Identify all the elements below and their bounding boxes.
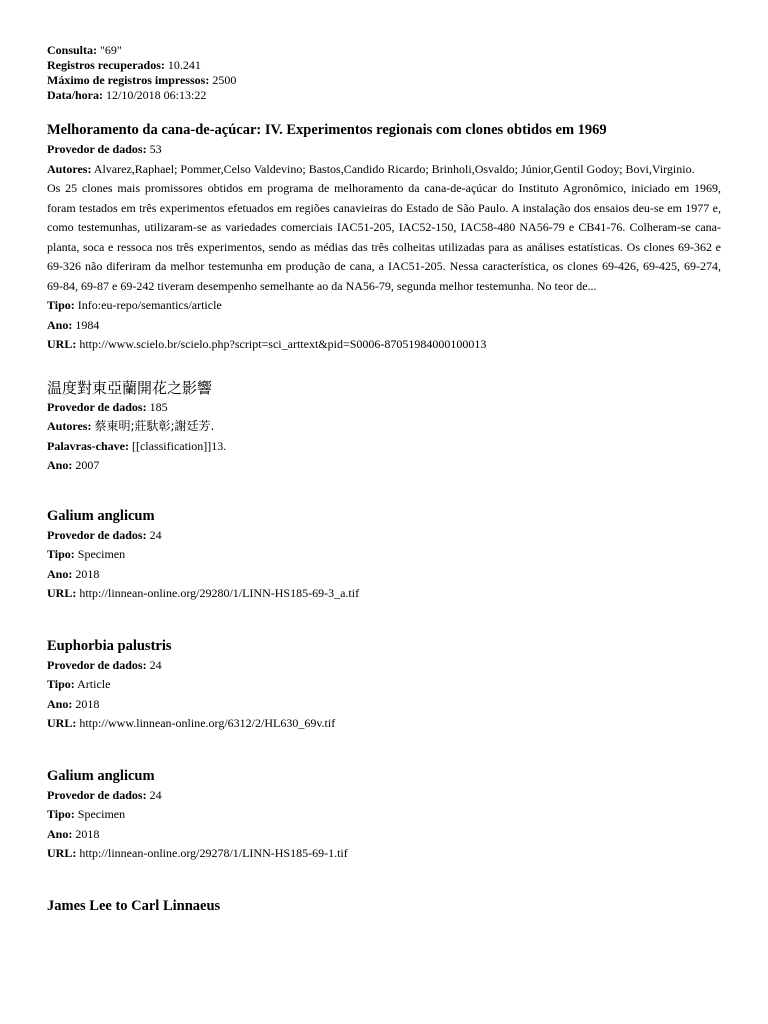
abstract-text: Os 25 clones mais promissores obtidos em programa de melhoramento da cana-de-açúcar do Instituto Agronômico, iniciado em 1969, foram testados em três experimentos efetuados em regiões canavieiras do Estado de São Paulo. A instalação dos ensaios deu-se em 1977 e, como testemunhas, utilizaram-se as variedades comerciais IAC51-205, IAC52-150, IAC58-480 NA56-79 e CB41-76. Colheram-se cana-planta, soca e ressoca nos três experimentos, sendo as médias das três colheitas utilizadas para as análises estatísticas. Os clones 69-362 e 69-326 não diferiram da melhor testemunha em produção de cana, a IAC51-205. Nessa característica, os clones 69-426, 69-425, 69-274, 69-84, 69-87 e 69-242 tiveram desempenho semelhante ao da NA56-79, segunda melhor testemunha. No teor de... <box>47 181 721 293</box>
authors-label: Autores: <box>47 161 92 176</box>
record-title: 温度對東亞蘭開花之影響 <box>47 378 213 397</box>
retrieved-line <box>47 58 721 73</box>
query-line <box>47 43 721 58</box>
record-title: James Lee to Carl Linnaeus <box>47 897 221 914</box>
year-value: 2007 <box>75 458 100 472</box>
year-label: Ano: <box>47 826 73 841</box>
year-value: 1984 <box>75 317 100 332</box>
authors-field <box>47 160 721 180</box>
provider-value: 24 <box>149 787 162 802</box>
type-field <box>47 805 721 825</box>
url-link[interactable]: http://linnean-online.org/29280/1/LINN-HS185-69-3_a.tif <box>79 586 360 600</box>
url-label: URL: <box>47 846 77 860</box>
record <box>47 896 721 916</box>
url-link[interactable]: http://www.scielo.br/scielo.php?script=sci_arttext&pid=S0006-87051984000100013 <box>79 337 487 351</box>
year-value: 2018 <box>75 826 100 841</box>
url-label: URL: <box>47 716 77 730</box>
url-field <box>47 714 721 734</box>
document-page <box>47 43 721 916</box>
type-value: Specimen <box>77 807 126 821</box>
keywords-value: [[classification]]13. <box>131 438 227 453</box>
provider-value: 24 <box>149 527 162 542</box>
provider-value: 53 <box>149 142 162 156</box>
provider-label: Provedor de dados: <box>47 399 147 414</box>
provider-label: Provedor de dados: <box>47 657 147 672</box>
year-value: 2018 <box>75 566 100 581</box>
max-records-line <box>47 73 721 88</box>
record <box>47 378 721 476</box>
url-label: URL: <box>47 586 77 600</box>
type-value: Info:eu-repo/semantics/article <box>77 298 222 312</box>
authors-label: Autores: <box>47 419 92 433</box>
url-field <box>47 335 721 355</box>
record-title: Galium anglicum <box>47 507 155 524</box>
record <box>47 636 721 734</box>
record <box>47 120 721 355</box>
year-field <box>47 695 721 715</box>
record <box>47 506 721 604</box>
search-summary <box>47 43 721 103</box>
provider-label: Provedor de dados: <box>47 142 147 156</box>
year-field <box>47 565 721 585</box>
max-records-value: 2500 <box>212 73 237 87</box>
url-link[interactable]: http://www.linnean-online.org/6312/2/HL630_69v.tif <box>79 716 336 730</box>
max-records-label: Máximo de registros impressos: <box>47 73 210 87</box>
year-field <box>47 316 721 336</box>
datetime-line <box>47 88 721 103</box>
provider-label: Provedor de dados: <box>47 787 147 802</box>
record-title: Galium anglicum <box>47 767 155 784</box>
year-label: Ano: <box>47 696 73 711</box>
provider-field <box>47 140 721 160</box>
year-label: Ano: <box>47 317 73 332</box>
provider-field <box>47 398 721 418</box>
provider-field <box>47 656 721 676</box>
year-label: Ano: <box>47 566 73 581</box>
record-title: Euphorbia palustris <box>47 637 172 654</box>
url-link[interactable]: http://linnean-online.org/29278/1/LINN-HS185-69-1.tif <box>79 846 348 860</box>
keywords-field <box>47 437 721 457</box>
type-label: Tipo: <box>47 547 75 561</box>
provider-value: 185 <box>149 399 168 414</box>
keywords-label: Palavras-chave: <box>47 438 129 453</box>
url-field <box>47 844 721 864</box>
record <box>47 766 721 864</box>
record-title: Melhoramento da cana-de-açúcar: IV. Experimentos regionais com clones obtidos em 1969 <box>47 122 607 138</box>
authors-value: Alvarez,Raphael; Pommer,Celso Valdevino; Bastos,Candido Ricardo; Brinholi,Osvaldo; Júnior,Gentil Godoy; Bovi,Virginio. <box>93 161 695 176</box>
type-value: Article <box>77 677 111 691</box>
type-label: Tipo: <box>47 298 75 312</box>
type-field <box>47 296 721 316</box>
type-label: Tipo: <box>47 677 75 691</box>
provider-label: Provedor de dados: <box>47 527 147 542</box>
datetime-value: 12/10/2018 06:13:22 <box>106 88 207 102</box>
type-value: Specimen <box>77 547 126 561</box>
provider-value: 24 <box>149 657 162 672</box>
datetime-label: Data/hora: <box>47 88 103 102</box>
type-field <box>47 675 721 695</box>
provider-field <box>47 786 721 806</box>
year-field <box>47 456 721 476</box>
provider-field <box>47 526 721 546</box>
year-value: 2018 <box>75 696 100 711</box>
url-field <box>47 584 721 604</box>
type-label: Tipo: <box>47 807 75 821</box>
url-label: URL: <box>47 337 77 351</box>
query-value: "69" <box>100 43 122 57</box>
year-label: Ano: <box>47 458 73 472</box>
retrieved-value: 10.241 <box>167 58 201 72</box>
year-field <box>47 825 721 845</box>
query-label: Consulta: <box>47 43 98 57</box>
type-field <box>47 545 721 565</box>
authors-field <box>47 417 721 437</box>
authors-value: 蔡東明;莊馱彰;謝廷芳. <box>94 419 215 433</box>
retrieved-label: Registros recuperados: <box>47 58 165 72</box>
